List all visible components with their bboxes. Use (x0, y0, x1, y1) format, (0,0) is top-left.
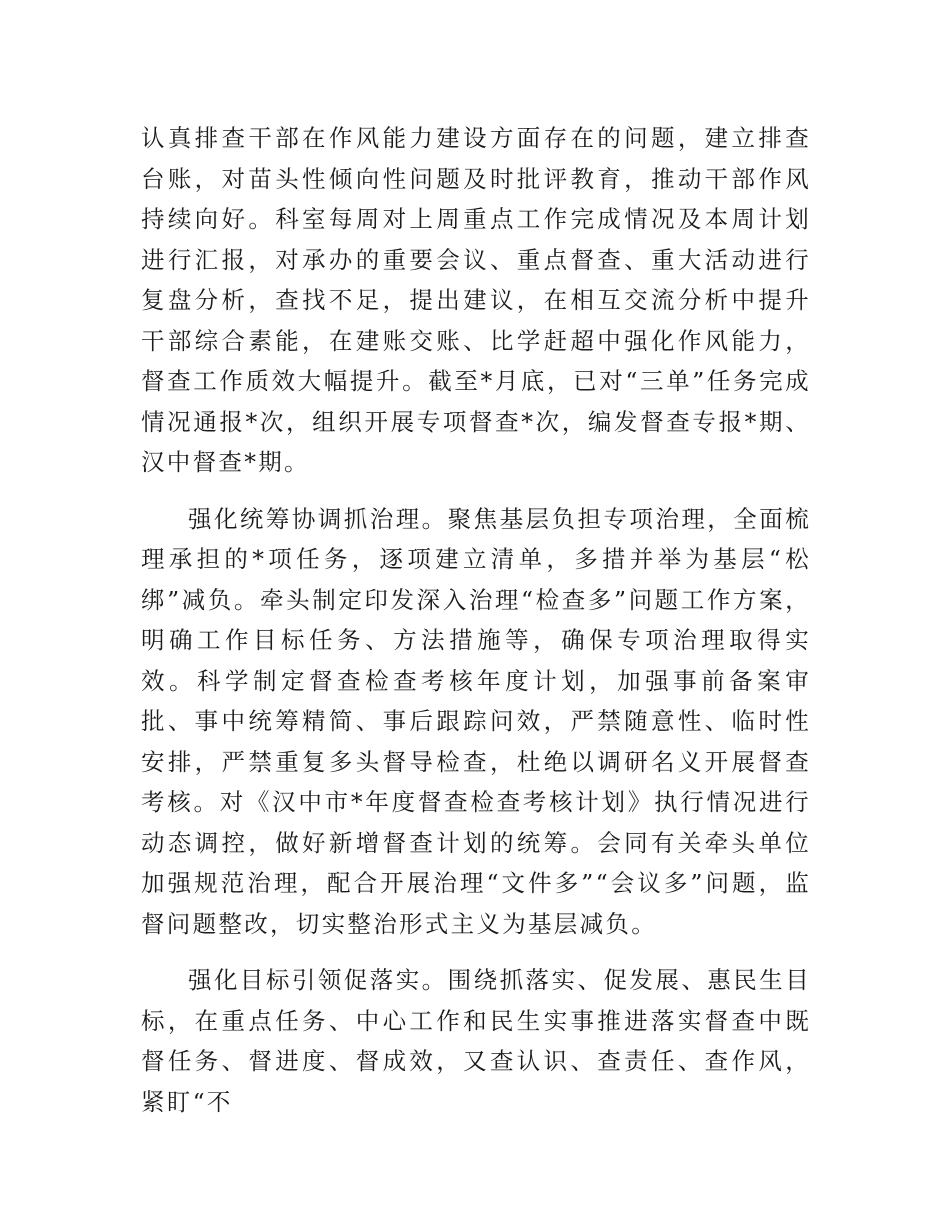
paragraph-3: 强化目标引领促落实。围绕抓落实、促发展、惠民生目标，在重点任务、中心工作和民生实事推进落实督查中既督任务、督进度、督成效，又查认识、查责任、查作风，紧盯“不 (141, 966, 811, 1116)
paragraph-1: 认真排查干部在作风能力建设方面存在的问题，建立排查台账，对苗头性倾向性问题及时批评教育，推动干部作风持续向好。科室每周对上周重点工作完成情况及本周计划进行汇报，对承办的重要会议、重点督查、重大活动进行复盘分析，查找不足，提出建议，在相互交流分析中提升干部综合素能，在建账交账、比学赶超中强化作风能力，督查工作质效大幅提升。截至*月底，已对“三单”任务完成情况通报*次，组织开展专项督查*次，编发督查专报*期、汉中督查*期。 (141, 124, 811, 476)
document-body (141, 118, 811, 1138)
paragraph-2: 强化统筹协调抓治理。聚焦基层负担专项治理，全面梳理承担的*项任务，逐项建立清单，多措并举为基层“松绑”减负。牵头制定印发深入治理“检查多”问题工作方案，明确工作目标任务、方法措施等，确保专项治理取得实效。科学制定督查检查考核年度计划，加强事前备案审批、事中统筹精简、事后跟踪问效，严禁随意性、临时性安排，严禁重复多头督导检查，杜绝以调研名义开展督查考核。对《汉中市*年度督查检查考核计划》执行情况进行动态调控，做好新增督查计划的统筹。会同有关牵头单位加强规范治理，配合开展治理“文件多”“会议多”问题，监督问题整改，切实整治形式主义为基层减负。 (141, 504, 811, 938)
